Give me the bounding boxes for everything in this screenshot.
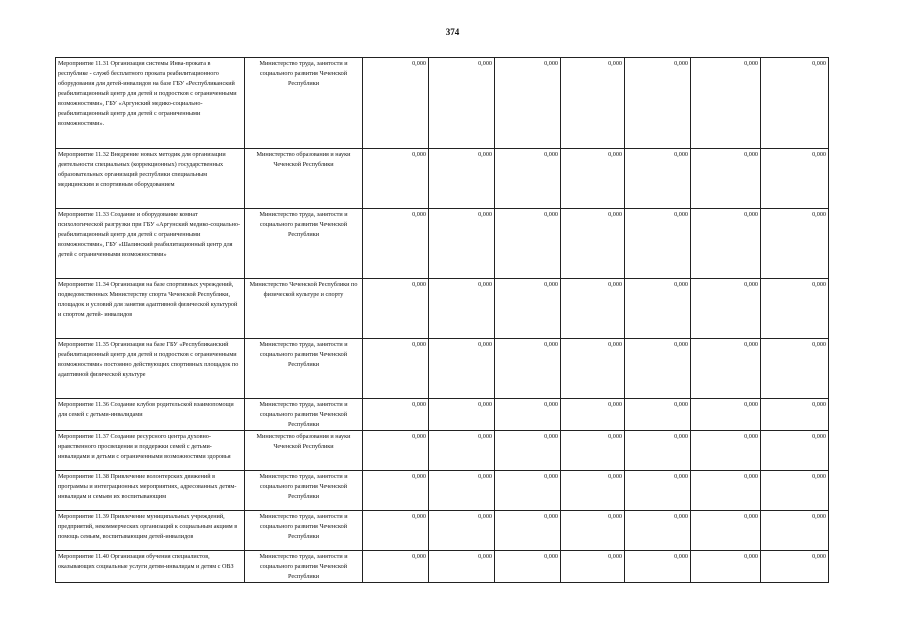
amount-cell: 0,000 [495, 209, 561, 279]
amount-cell: 0,000 [363, 471, 429, 511]
amount-cell: 0,000 [363, 511, 429, 551]
amount-cell: 0,000 [691, 511, 761, 551]
amount-cell: 0,000 [761, 511, 829, 551]
amount-cell: 0,000 [561, 209, 625, 279]
activity-name-cell: Мероприятие 11.38 Привлечение волонтерских движений в программы и интеграционных мероприятиях, адресованных детям-инвалидам и семьям их воспитывающим [56, 471, 245, 511]
amount-cell: 0,000 [761, 551, 829, 583]
amount-cell: 0,000 [561, 431, 625, 471]
table-row [56, 279, 829, 339]
amount-cell: 0,000 [363, 339, 429, 399]
activity-name-cell: Мероприятие 11.36 Создание клубов родительской взаимопомощи для семей с детьми-инвалидами [56, 399, 245, 431]
amount-cell: 0,000 [429, 471, 495, 511]
amount-cell: 0,000 [363, 431, 429, 471]
amount-cell: 0,000 [561, 551, 625, 583]
amount-cell: 0,000 [429, 279, 495, 339]
amount-cell: 0,000 [561, 149, 625, 209]
executor-cell: Министерство труда, занятости и социального развития Чеченской Республики [245, 339, 363, 399]
amount-cell: 0,000 [691, 58, 761, 149]
amount-cell: 0,000 [561, 58, 625, 149]
executor-cell: Министерство труда, занятости и социального развития Чеченской Республики [245, 58, 363, 149]
amount-cell: 0,000 [561, 471, 625, 511]
amount-cell: 0,000 [761, 58, 829, 149]
table-row [56, 431, 829, 471]
amount-cell: 0,000 [691, 431, 761, 471]
amount-cell: 0,000 [429, 551, 495, 583]
amount-cell: 0,000 [691, 551, 761, 583]
amount-cell: 0,000 [363, 399, 429, 431]
table-row [56, 339, 829, 399]
amount-cell: 0,000 [495, 431, 561, 471]
amount-cell: 0,000 [363, 279, 429, 339]
activity-name-cell: Мероприятие 11.32 Внедрение новых методик для организации деятельности специальных (коррекционных) государственных образовательных организаций республики специальным медицинским и спортивным оборудованием [56, 149, 245, 209]
executor-cell: Министерство образования и науки Чеченской Республики [245, 149, 363, 209]
amount-cell: 0,000 [625, 209, 691, 279]
amount-cell: 0,000 [429, 339, 495, 399]
amount-cell: 0,000 [625, 511, 691, 551]
activity-name-cell: Мероприятие 11.34 Организация на базе спортивных учреждений, подведомственных Министерству спорта Чеченской Республики, площадок и условий для занятия адаптивной физической культурой и спортом детей- инвалидов [56, 279, 245, 339]
amount-cell: 0,000 [761, 149, 829, 209]
executor-cell: Министерство труда, занятости и социального развития Чеченской Республики [245, 399, 363, 431]
amount-cell: 0,000 [363, 551, 429, 583]
executor-cell: Министерство труда, занятости и социального развития Чеченской Республики [245, 511, 363, 551]
table-row [56, 209, 829, 279]
executor-cell: Министерство образования и науки Чеченской Республики [245, 431, 363, 471]
amount-cell: 0,000 [691, 471, 761, 511]
table-body [56, 58, 829, 583]
amount-cell: 0,000 [691, 209, 761, 279]
amount-cell: 0,000 [363, 58, 429, 149]
amount-cell: 0,000 [429, 58, 495, 149]
amount-cell: 0,000 [429, 399, 495, 431]
executor-cell: Министерство Чеченской Республики по физической культуре и спорту [245, 279, 363, 339]
amount-cell: 0,000 [495, 58, 561, 149]
activity-name-cell: Мероприятие 11.31 Организация системы Инва-проката в республике - служб бесплатного проката реабилитационного оборудования для детей-инвалидов на базе ГБУ «Республиканский реабилитационный центр для детей и подростков с ограниченными возможностями», ГБУ «Аргунский медико-социально-реабилитационный центр для детей с ограниченными возможностями». [56, 58, 245, 149]
amount-cell: 0,000 [429, 149, 495, 209]
amount-cell: 0,000 [363, 149, 429, 209]
amount-cell: 0,000 [691, 279, 761, 339]
amount-cell: 0,000 [761, 209, 829, 279]
activity-name-cell: Мероприятие 11.35 Организация на базе ГБУ «Республиканский реабилитационный центр для детей и подростков с ограниченными возможностями» постоянно действующих спортивных площадок по адаптивной физической культуре [56, 339, 245, 399]
amount-cell: 0,000 [761, 399, 829, 431]
activities-table [55, 57, 829, 583]
activity-name-cell: Мероприятие 11.37 Создание ресурсного центра духовно-нравственного просвещения и поддержки семей с детьми-инвалидами и детьми с ограниченными возможностями здоровья [56, 431, 245, 471]
amount-cell: 0,000 [561, 399, 625, 431]
table-row [56, 58, 829, 149]
activity-name-cell: Мероприятие 11.33 Создание и оборудование комнат психологической разгрузки при ГБУ «Аргунский медико-социально-реабилитационный центр для детей с ограниченными возможностями», ГБУ «Шалинский реабилитационный центр для детей с ограниченными возможностями» [56, 209, 245, 279]
amount-cell: 0,000 [495, 551, 561, 583]
amount-cell: 0,000 [429, 209, 495, 279]
executor-cell: Министерство труда, занятости и социального развития Чеченской Республики [245, 551, 363, 583]
amount-cell: 0,000 [429, 511, 495, 551]
table-row [56, 149, 829, 209]
amount-cell: 0,000 [761, 339, 829, 399]
amount-cell: 0,000 [495, 149, 561, 209]
amount-cell: 0,000 [625, 339, 691, 399]
amount-cell: 0,000 [495, 511, 561, 551]
amount-cell: 0,000 [691, 339, 761, 399]
amount-cell: 0,000 [363, 209, 429, 279]
amount-cell: 0,000 [761, 431, 829, 471]
table-row [56, 471, 829, 511]
amount-cell: 0,000 [561, 339, 625, 399]
amount-cell: 0,000 [625, 279, 691, 339]
amount-cell: 0,000 [625, 58, 691, 149]
amount-cell: 0,000 [429, 431, 495, 471]
amount-cell: 0,000 [561, 511, 625, 551]
amount-cell: 0,000 [691, 399, 761, 431]
amount-cell: 0,000 [761, 471, 829, 511]
amount-cell: 0,000 [625, 551, 691, 583]
executor-cell: Министерство труда, занятости и социального развития Чеченской Республики [245, 471, 363, 511]
amount-cell: 0,000 [495, 339, 561, 399]
amount-cell: 0,000 [691, 149, 761, 209]
table-row [56, 551, 829, 583]
amount-cell: 0,000 [561, 279, 625, 339]
table-row [56, 511, 829, 551]
executor-cell: Министерство труда, занятости и социального развития Чеченской Республики [245, 209, 363, 279]
table-row [56, 399, 829, 431]
amount-cell: 0,000 [495, 399, 561, 431]
amount-cell: 0,000 [761, 279, 829, 339]
amount-cell: 0,000 [625, 431, 691, 471]
activity-name-cell: Мероприятие 11.39 Привлечение муниципальных учреждений, предприятий, некоммерческих организаций к социальным акциям в помощь семьям, воспитывающим детей-инвалидов [56, 511, 245, 551]
amount-cell: 0,000 [495, 471, 561, 511]
page-number: 374 [445, 27, 460, 37]
activity-name-cell: Мероприятие 11.40 Организация обучения специалистов, оказывающих социальные услуги детям-инвалидам и детям с ОВЗ [56, 551, 245, 583]
amount-cell: 0,000 [625, 471, 691, 511]
amount-cell: 0,000 [495, 279, 561, 339]
amount-cell: 0,000 [625, 149, 691, 209]
amount-cell: 0,000 [625, 399, 691, 431]
